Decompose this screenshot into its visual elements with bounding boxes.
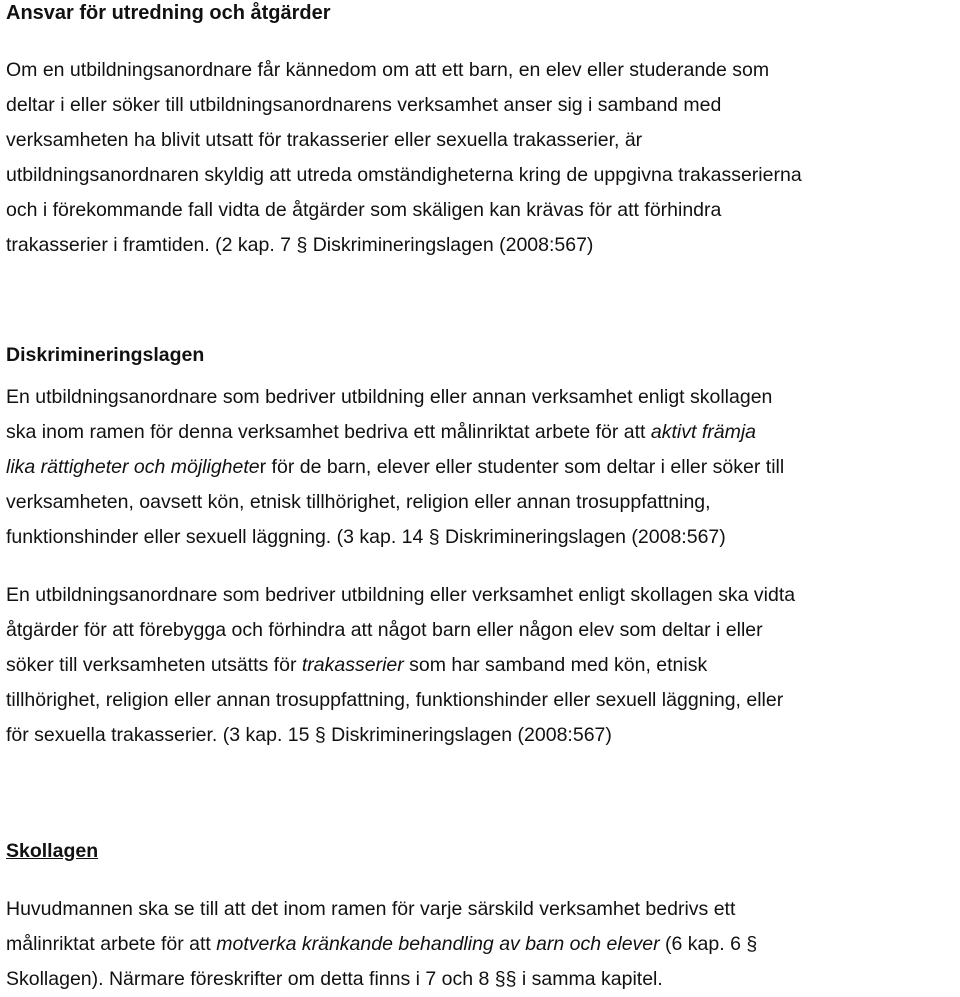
text-line: utbildningsanordnaren skyldig att utreda omständigheterna kring de uppgivna trakasserierna xyxy=(6,164,802,186)
text-span: (6 kap. 6 § xyxy=(659,933,758,955)
text-line: En utbildningsanordnare som bedriver utbildning eller annan verksamhet enligt skollagen xyxy=(6,386,773,408)
text-span: r för de barn, elever eller studenter som deltar i eller söker till xyxy=(259,456,785,478)
text-line: deltar i eller söker till utbildningsanordnarens verksamhet anser sig i samband med xyxy=(6,94,722,116)
text-span: målinriktat arbete för att xyxy=(6,933,217,955)
section-heading-skollagen: Skollagen xyxy=(6,840,99,862)
page-title: Ansvar för utredning och åtgärder xyxy=(6,2,331,24)
section-heading-diskrimineringslagen: Diskrimineringslagen xyxy=(6,344,205,366)
text-line: funktionshinder eller sexuell läggning. (3 kap. 14 § Diskrimineringslagen (2008:567) xyxy=(6,526,726,548)
text-span: söker till verksamheten utsätts för xyxy=(6,654,302,676)
paragraph-responsibility xyxy=(6,53,956,263)
emphasis-text: lika rättigheter och möjlighete xyxy=(6,456,260,478)
emphasis-text: motverka kränkande behandling av barn och elever xyxy=(216,933,660,955)
text-line xyxy=(6,648,956,683)
text-line: Om en utbildningsanordnare får kännedom om att ett barn, en elev eller studerande som xyxy=(6,59,770,81)
text-line: och i förekommande fall vidta de åtgärder som skäligen kan krävas för att förhindra xyxy=(6,199,722,221)
emphasis-text: aktivt främja xyxy=(650,421,756,443)
text-line: för sexuella trakasserier. (3 kap. 15 § Diskrimineringslagen (2008:567) xyxy=(6,724,612,746)
text-line: Huvudmannen ska se till att det inom ramen för varje särskild verksamhet bedrivs ett xyxy=(6,898,736,920)
text-span: ska inom ramen för denna verksamhet bedriva ett målinriktat arbete för att xyxy=(6,421,651,443)
paragraph-active-measures xyxy=(6,380,956,555)
paragraph-preventive-measures xyxy=(6,578,956,753)
emphasis-text: trakasserier xyxy=(301,654,404,676)
text-span: som har samband med kön, etnisk xyxy=(403,654,708,676)
text-line: verksamheten ha blivit utsatt för trakasserier eller sexuella trakasserier, är xyxy=(6,129,643,151)
text-line xyxy=(6,927,956,962)
text-line: tillhörighet, religion eller annan trosuppfattning, funktionshinder eller sexuell läggning, eller xyxy=(6,689,784,711)
text-line xyxy=(6,415,956,450)
paragraph-skollagen xyxy=(6,892,956,997)
text-line: En utbildningsanordnare som bedriver utbildning eller verksamhet enligt skollagen ska vidta xyxy=(6,584,796,606)
text-line: verksamheten, oavsett kön, etnisk tillhörighet, religion eller annan trosuppfattning, xyxy=(6,491,711,513)
text-line: åtgärder för att förebygga och förhindra att något barn eller någon elev som deltar i eller xyxy=(6,619,763,641)
text-line: Skollagen). Närmare föreskrifter om detta finns i 7 och 8 §§ i samma kapitel. xyxy=(6,968,663,990)
text-line: trakasserier i framtiden. (2 kap. 7 § Diskrimineringslagen (2008:567) xyxy=(6,234,594,256)
text-line xyxy=(6,450,956,485)
